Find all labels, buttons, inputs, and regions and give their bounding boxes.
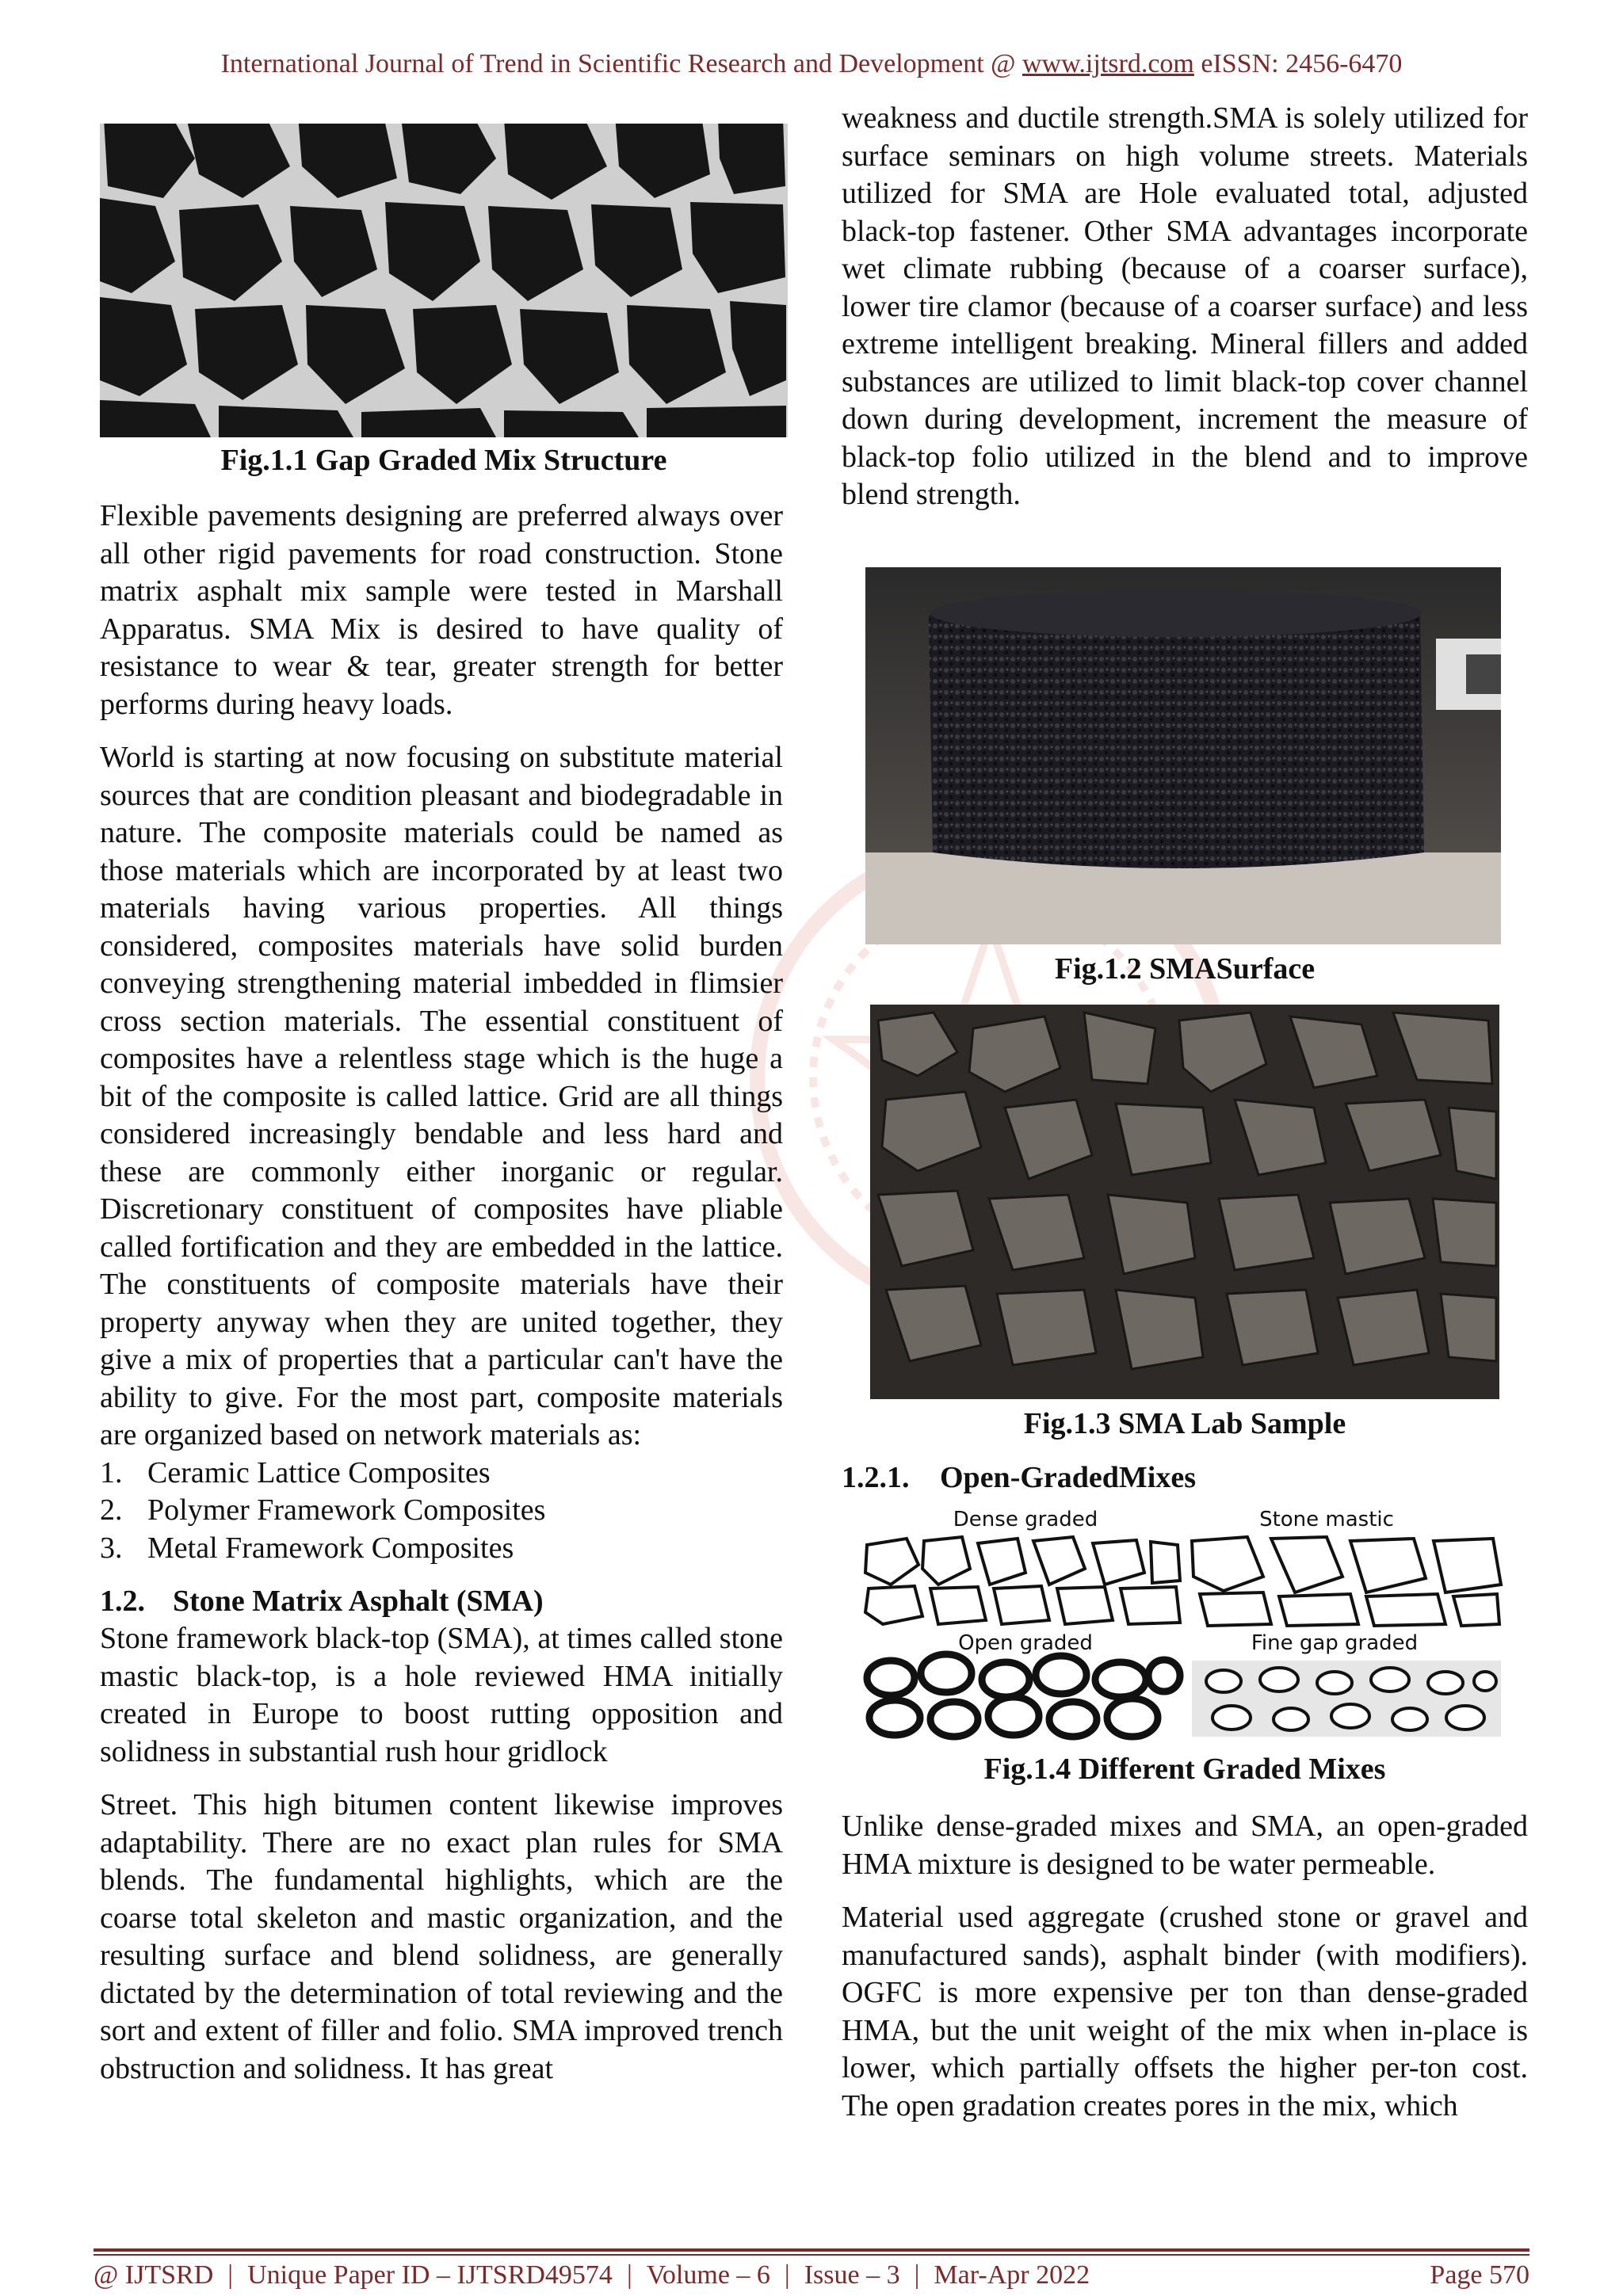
footer-date: Mar-Apr 2022 [934,2260,1090,2290]
running-footer [94,2258,1529,2293]
section-heading-sma: 1.2. Stone Matrix Asphalt (SMA) [100,1585,544,1618]
footer-paper-id: Unique Paper ID – IJTSRD49574 [247,2260,613,2290]
fig-gap-graded-image [100,111,788,437]
fig-1-4-caption: Fig.1.4 Different Graded Mixes [983,1753,1386,1786]
sma-surface-drawing [865,567,1501,944]
label-fine-gap-graded: Fine gap graded [1251,1631,1419,1655]
footer-rule [94,2248,1529,2252]
left-paragraph-1: Flexible pavements designing are preferred always over all other rigid pavements for road construction. Stone matrix asphalt mix sample were tested in Marshall Apparatus. SMA Mix is desired to have quality of resistance to wear & tear, greater strength for better performs during heavy loads. [100,499,783,721]
left-column [100,498,783,2103]
right-paragraph-3: Material used aggregate (crushed stone or gravel and manufactured sands), asphalt binder (with modifiers). OGFC is more expensive per ton than dense-graded HMA, but the unit weight of the mix when in-place is lower, which partially offsets the higher per-ton cost. The open gradation creates pores in the mix, which [842,1901,1528,2122]
left-paragraph-4: Street. This high bitumen content likewise improves adaptability. There are no exact plan rules for SMA blends. The fundamental highlights, which are the coarse total skeleton and mastic organization, and the resulting surface and blend solidness, are generally dictated by the determination of total reviewing and the sort and extent of filler and folio. SMA improved trench obstruction and solidness. It has great [100,1788,783,2085]
footer-volume: Volume – 6 [646,2260,770,2290]
label-stone-mastic: Stone mastic [1259,1508,1394,1531]
list-item: 2. Polymer Framework Composites [100,1493,546,1527]
journal-link[interactable]: www.ijtsrd.com [1022,49,1194,78]
label-open-graded: Open graded [958,1631,1093,1655]
footer-page-number: Page 570 [1430,2260,1529,2290]
right-column-top [842,100,1528,530]
left-paragraph-3: Stone framework black-top (SMA), at times called stone mastic black-top, is a hole reviewed HMA initially created in Europe to boost rutting opposition and solidness in substantial rush hour gridlock [100,1622,783,1768]
right-paragraph-1: weakness and ductile strength.SMA is solely utilized for surface seminars on high volume streets. Materials utilized for SMA are Hole evaluated total, adjusted black-top fastener. Other SMA advantages incorporate wet climate rubbing (because of a coarser surface), lower tire clamor (because of a coarser surface) and less extreme intelligent breaking. Mineral fillers and added substances are utilized to limit black-top cover channel down during development, increment the measure of black-top folio utilized in the blend and to improve blend strength. [842,101,1528,511]
list-item: 1. Ceramic Lattice Composites [100,1455,491,1489]
left-paragraph-2: World is starting at now focusing on substitute material sources that are condition pleasant and biodegradable in nature. The composite materials could be named as those materials which are incorporated by at least two materials having various properties. All things considered, composites materials have solid burden conveying strengthening material imbedded in flimsier cross section materials. The essential constituent of composites have a relentless stage which is the huge a bit of the composite is called lattice. Grid are all things considered increasingly bendable and less hard and these are commonly either inorganic or regular. Discretionary constituent of composites have pliable called fortification and they are embedded in the lattice. The constituents of composite materials have their property anyway when they are united together, they give a mix of properties that a particular can't have the ability to give. For the most part, composite materials are organized based on network materials as: [100,741,783,1451]
label-dense-graded: Dense graded [953,1508,1098,1531]
fig-graded-mixes-image [851,1505,1517,1743]
right-column-bottom [842,1808,1528,2141]
footer-rule-thin [94,2254,1529,2256]
right-paragraph-2: Unlike dense-graded mixes and SMA, an open-graded HMA mixture is designed to be water permeable. [842,1810,1528,1881]
footer-issue: Issue – 3 [804,2260,900,2290]
header-text: International Journal of Trend in Scientific Research and Development @ [220,49,1022,78]
subsection-heading-open-graded: 1.2.1. Open-GradedMixes [842,1461,1196,1494]
fig-1-2-caption: Fig.1.2 SMASurface [1054,952,1316,986]
fig-sma-surface-image [865,567,1501,944]
header-issn: eISSN: 2456-6470 [1193,49,1403,78]
footer-left: @ IJTSRD | Unique Paper ID – IJTSRD49574 | Volume – 6 | Issue – 3 | Mar-Apr 2022 [94,2260,1090,2290]
list-item: 3. Metal Framework Composites [100,1531,514,1565]
graded-mixes-drawing [851,1505,1517,1743]
running-header [0,49,1623,79]
footer-journal: @ IJTSRD [94,2260,214,2290]
sma-lab-sample-drawing [870,1005,1499,1399]
composite-list [100,1455,783,1568]
fig-1-1-caption: Fig.1.1 Gap Graded Mix Structure [220,444,667,477]
fig-sma-lab-sample-image [870,1005,1499,1399]
fig-1-3-caption: Fig.1.3 SMA Lab Sample [1023,1407,1346,1440]
gap-graded-drawing [100,111,788,437]
